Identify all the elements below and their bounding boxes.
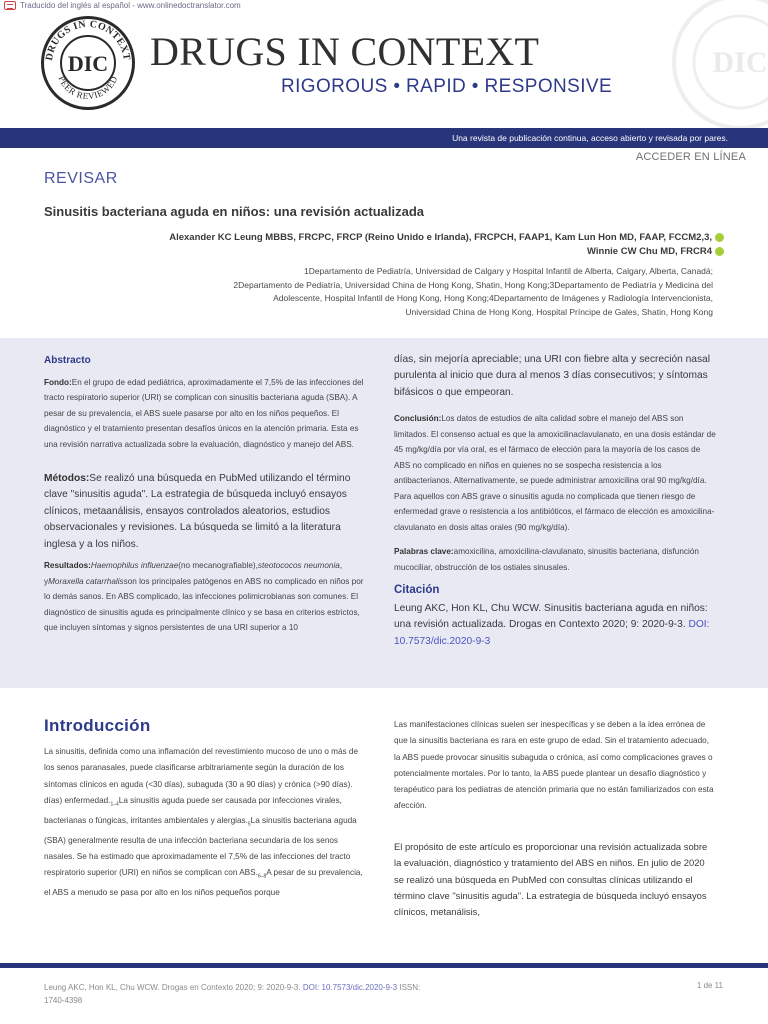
footer-citation: Leung AKC, Hon KL, Chu WCW. Drogas en Contexto 2020; 9: 2020-9-3. DOI: 10.7573/dic.2020-9-3 ISSN: 1740-4398 [44, 983, 421, 1005]
abstract-conclusion [394, 411, 716, 535]
seal-center-text: DIC [67, 51, 109, 76]
abstract-right-column [394, 352, 716, 650]
translate-icon [4, 1, 16, 10]
abstract-left-column [44, 353, 366, 636]
citation-text: Leung AKC, Hon KL, Chu WCW. Sinusitis bacteriana aguda en niños: una revisión actualizada. Drogas en Contexto 2020; 9: 2020-9-3. DOI: 10.7573/dic.2020-9-3 [394, 602, 710, 647]
background-text: En el grupo de edad pediátrica, aproximadamente el 7,5% de las infecciones del tracto respiratorio superior (URI) se complican con sinusitis bacteriana aguda (SBA). A pesar de su prevalencia, el ABS suele pasarse por alto en los niños pequeños. El diagnóstico y el tratamiento presentan desafíos únicos en la atención primaria. Esta es una revisión narrativa actualizada sobre la evaluación, diagnóstico y manejo del ABS. [44, 377, 364, 449]
intro-paragraph-3: El propósito de este artículo es proporcionar una revisión actualizada sobre la evaluación, diagnóstico y tratamiento del ABS en niños. En julio de 2020 se realizó una búsqueda en PubMed con consultas clínicas utilizando el término clave "sinusitis aguda". La estrategia de búsqueda incluyó ensayos clínicos, metanálisis, [394, 840, 708, 918]
watermark-seal-logo [672, 0, 768, 130]
article-title: Sinusitis bacteriana aguda en niños: una revisión actualizada [44, 204, 424, 219]
affiliation-line: 2Departamento de Pediatría, Universidad China de Hong Kong, Shatin, Hong Kong;3Departamento de Pediatría y Medicina del [233, 279, 713, 290]
journal-seal-logo [41, 16, 135, 110]
intro-right-column [394, 717, 716, 921]
affiliation-line: Universidad China de Hong Kong, Hospital Príncipe de Gales, Shatin, Hong Kong [405, 306, 713, 317]
abstract-methods [44, 471, 366, 553]
affiliation-line: 1Departamento de Pediatría, Universidad de Calgary y Hospital Infantil de Alberta, Calgary, Alberta, Canadá; [303, 266, 713, 276]
translation-banner[interactable] [0, 0, 300, 12]
journal-tagline: RIGOROUS • RAPID • RESPONSIVE [281, 76, 613, 97]
author-list [104, 231, 724, 259]
orcid-icon[interactable] [715, 247, 724, 256]
footer-rule [0, 963, 768, 968]
background-label: Fondo: [44, 377, 72, 387]
affiliations [93, 265, 713, 319]
conclusion-text: Los datos de estudios de alta calidad sobre el manejo del ABS son limitados. El consenso actual es que la amoxicilinaclavulanato, en una dosis estándar de 45 mg/kg/día por vía oral, es el fármaco de elección para la mayoría de los casos de ABS no complicado en niños en quienes no se sospecha resistencia a los antibacterianos. Alternativamente, se puede administrar amoxicilina oral 90 mg/kg/día. Para aquellos con ABS grave o sinusitis aguda no complicada que tienen riesgo de enfermedad grave o resistencia a los antibióticos, el fármaco de elección es amoxicilina-clavulanato en dosis altas orales (90 mg/kg/día). [394, 414, 716, 532]
translation-banner-text: Traducido del inglés al español - www.onlinedoctranslator.com [20, 1, 241, 10]
abstract-keywords [394, 544, 716, 575]
page-number: 1 de 11 [696, 981, 723, 990]
introduction-heading: Introducción [44, 716, 151, 735]
affiliation-line: Adolescente, Hospital Infantil de Hong Kong, Hong Kong;4Departamento de Imágenes y Radiología Intervencionista, [273, 293, 713, 303]
methods-text: Se realizó una búsqueda en PubMed utilizando el término clave "sinusitis aguda". La estrategia de búsqueda incluyó ensayos clínicos, metaanálisis, ensayos controlados aleatorios, estudios observacionales y revisiones. La búsqueda se limitó a la literatura inglesa y a los niños. [44, 473, 351, 550]
keywords-label: Palabras clave: [394, 547, 454, 557]
intro-paragraph-1: La sinusitis, definida como una inflamación del revestimiento mucoso de uno o más de los senos paranasales, puede clasificarse arbitrariamente según la duración de los síntomas clínicos en aguda (<30 días), subaguda (30 a 90 días) y crónica (>90 días). días) $enfermedad._{1-4}La$ sinusitis aguda puede ser causada por infecciones virales, bacterianas o fúngicas, irritantes ambientales y $alergias._5La$ sinusitis bacteriana aguda (SBA) generalmente resulta de una infección bacteriana secundaria de los senos nasales. Se ha estimado que aproximadamente el 7,5% de las infecciones del tracto respiratorio superior (URI) en niños se complican con $ABS._{6-8}A$ pesar de su prevalencia, el ABS a menudo se pasa por alto en los niños pequeños porque [44, 747, 363, 898]
journal-title: DRUGS IN CONTEXT [150, 29, 540, 74]
journal-description: Una revista de publicación continua, acceso abierto y revisada por pares. [452, 133, 728, 143]
svg-text:DIC: DIC [712, 46, 768, 79]
results-label: Resultados: [44, 561, 91, 571]
seal-top-text: DRUGS IN CONTEXT [43, 18, 133, 62]
authors-line-1: Alexander KC Leung MBBS, FRCPC, FRCP (Reino Unido e Irlanda), FRCPCH, FAAP1, Kam Lun Hon MD, FAAP, FCCM2,3, [169, 232, 712, 243]
keywords-text: amoxicilina, amoxicilina-clavulanato, sinusitis bacteriana, disfunción mucociliar, obstrucción de los ostiales sinusales. [394, 547, 699, 572]
article-type-label: REVISAR [44, 170, 118, 187]
citation-heading: Citación [394, 584, 440, 597]
intro-paragraph-2: Las manifestaciones clínicas suelen ser inespecíficas y se deben a la idea errónea de que la sinusitis bacteriana es rara en este grupo de edad. Sin el tratamiento adecuado, la ABS puede provocar sinusitis subaguda o crónica, así como complicaciones graves o potencialmente mortales. Por lo tanto, la ABS puede plantear un desafío diagnóstico y terapéutico para los pediatras de atención primaria que no están familiarizados con esta afección. [394, 720, 714, 811]
conclusion-label: Conclusión: [394, 414, 442, 424]
citation-doi-link[interactable]: DOI: 10.7573/dic.2020-9-3 [394, 619, 710, 647]
intro-left-column [44, 744, 366, 902]
seal-bottom-text: PEER REVIEWED [56, 74, 120, 102]
abstract-heading: Abstracto [44, 355, 91, 366]
footer-doi-link[interactable]: DOI: 10.7573/dic.2020-9-3 [302, 983, 398, 992]
abstract-results: Resultados:Haemophilus influenzae(no mecanografiable),steotococos neumonia, yMoraxella catarrhalisson los principales patógenos en ABS no complicado en niños por lo demás sanos. En ABS complicado, las infecciones polimicrobianas son comunes. El diagnóstico de sinusitis aguda es principalmente clínico y se basa en criterios estrictos, que incluyen síntomas y signos persistentes de una URI superior a 10 [44, 561, 364, 633]
authors-line-2: Winnie CW Chu MD, FRCR4 [587, 246, 712, 257]
orcid-icon[interactable] [715, 233, 724, 242]
access-online-link[interactable]: ACCEDER EN LÍNEA [635, 151, 746, 163]
abstract-results-continued: días, sin mejoría apreciable; una URI con fiebre alta y secreción nasal purulenta al inicio que dura al menos 3 días consecutivos; y síntomas bifásicos o que empeoran. [394, 354, 710, 398]
abstract-background [44, 375, 366, 453]
methods-label: Métodos: [44, 473, 90, 484]
journal-info-band [0, 128, 768, 148]
